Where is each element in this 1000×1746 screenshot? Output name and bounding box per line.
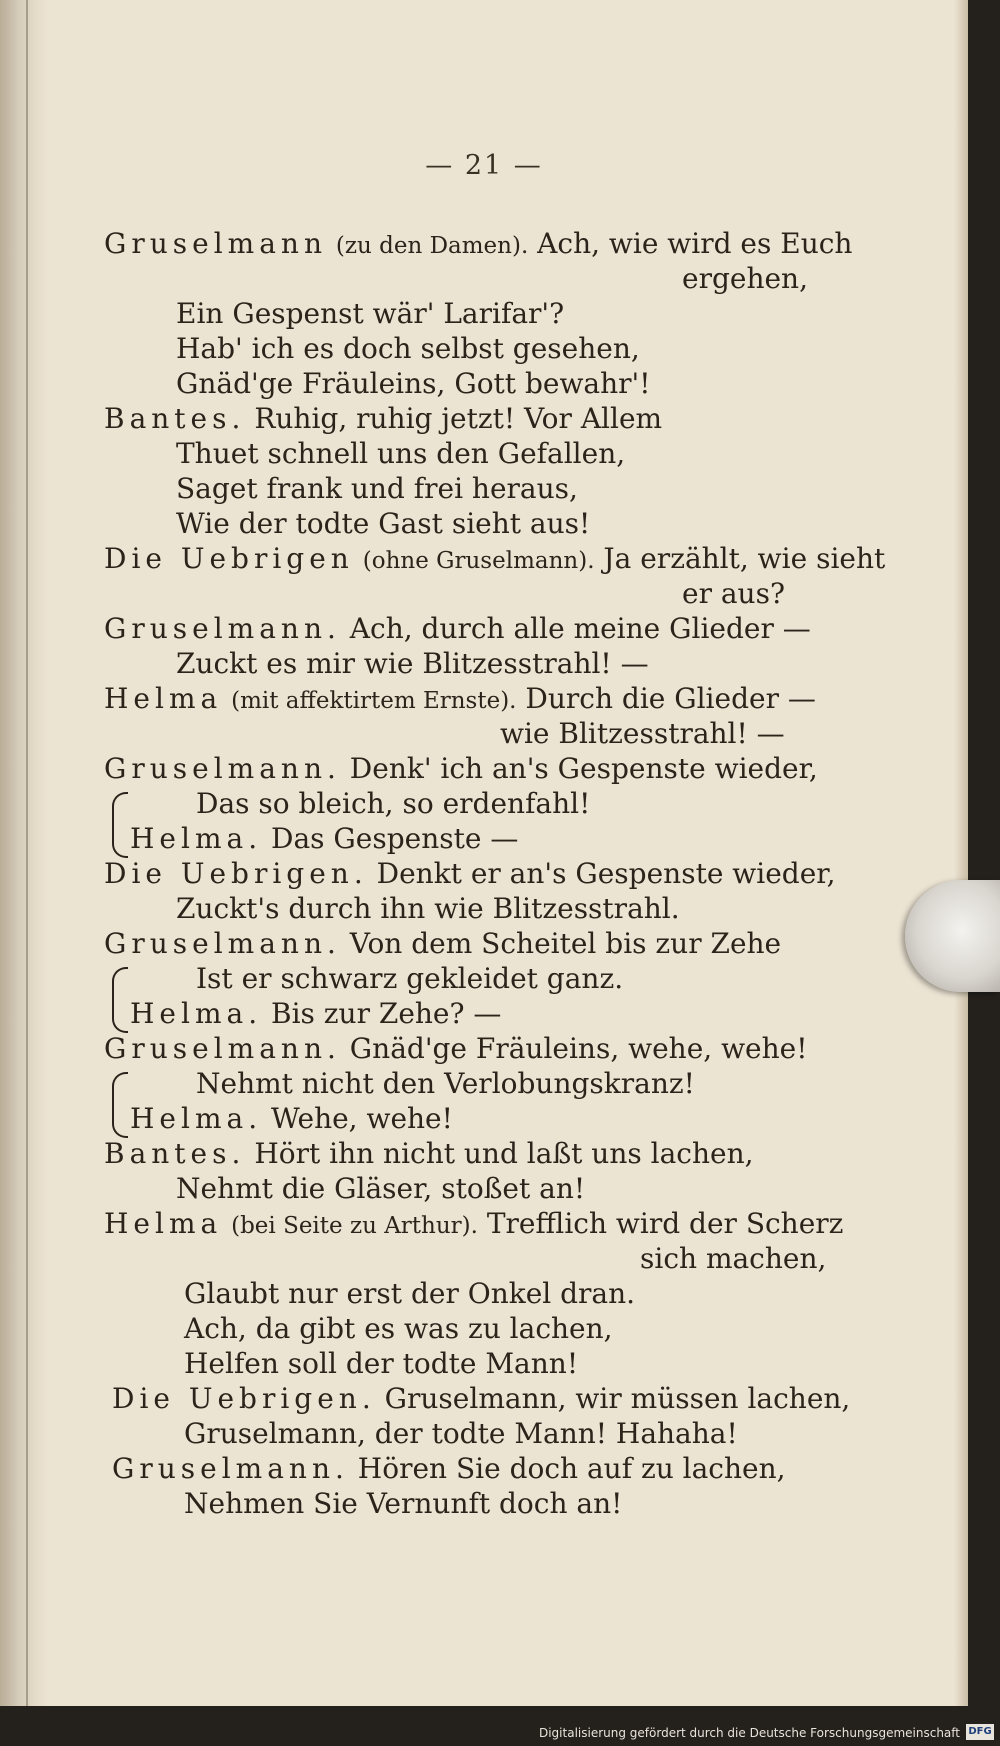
dialogue-text: Ach, wie wird es Euch [537,227,853,260]
speaker-name: Die Uebrigen. [104,857,368,890]
dfg-logo: DFG [966,1724,994,1740]
speaker-name: Helma. [130,822,263,855]
dialogue-text: Das Gespenste — [271,822,519,855]
stage-direction: (ohne Gruselmann). [362,548,595,574]
dialogue-text: Ja erzählt, wie sieht [603,542,886,575]
dialogue-text: Hab' ich es doch selbst gesehen, [176,332,640,365]
text-line [184,1348,578,1380]
text-line [104,858,835,890]
footer-bar [0,1706,1000,1746]
dialogue-text: Gruselmann, wir müssen lachen, [384,1382,851,1415]
dialogue-text: sich machen, [640,1242,827,1275]
text-line [682,578,785,610]
dialogue-text: Wie der todte Gast sieht aus! [176,507,591,540]
brace-mark [112,967,128,1033]
text-line [184,1488,622,1520]
dialogue-text: Thuet schnell uns den Gefallen, [176,437,626,470]
text-line [640,1243,826,1275]
dialogue-text: Glaubt nur erst der Onkel dran. [184,1277,636,1310]
text-line [196,788,590,820]
stage-direction: (bei Seite zu Arthur). [231,1213,478,1239]
dialogue-text: Von dem Scheitel bis zur Zehe [349,927,782,960]
speaker-name: Bantes. [104,1137,246,1170]
brace-mark [112,1072,128,1138]
speaker-name: Helma. [130,997,263,1030]
dialogue-text: wie Blitzesstrahl! — [500,717,785,750]
speaker-name: Gruselmann. [112,1452,349,1485]
text-line [104,1033,807,1065]
speaker-name: Die Uebrigen [104,542,354,575]
text-line [184,1418,738,1450]
text-line [104,683,816,717]
text-line [176,893,680,925]
text-line [176,368,650,400]
brace-mark [112,792,128,858]
speaker-name: Helma. [130,1102,263,1135]
text-line [184,1278,635,1310]
dialogue-text: Durch die Glieder — [525,682,816,715]
dialogue-text: Gruselmann, der todte Mann! Hahaha! [184,1417,738,1450]
page-number: — 21 — [425,150,543,181]
text-line [682,263,808,295]
text-line [196,1068,695,1100]
speaker-name: Bantes. [104,402,246,435]
text-line [176,648,649,680]
text-line [184,1313,613,1345]
page-gutter [0,0,48,1706]
text-line [104,613,811,645]
dialogue-text: Hören Sie doch auf zu lachen, [357,1452,786,1485]
speaker-name: Gruselmann. [104,927,341,960]
dialogue-text: Wehe, wehe! [271,1102,453,1135]
dialogue-text: Ach, da gibt es was zu lachen, [184,1312,613,1345]
text-line [130,823,518,855]
text-line [104,1208,843,1242]
dialogue-text: ergehen, [682,262,808,295]
dialogue-text: Helfen soll der todte Mann! [184,1347,579,1380]
dialogue-text: Ruhig, ruhig jetzt! Vor Allem [254,402,663,435]
footer-credit: Digitalisierung gefördert durch die Deutsche Forschungsgemeinschaft [538,1726,960,1740]
speaker-name: Helma [104,682,223,715]
dialogue-text: Trefflich wird der Scherz [486,1207,844,1240]
gutter-line [26,0,28,1706]
dialogue-text: Denk' ich an's Gespenste wieder, [349,752,818,785]
text-line [176,508,590,540]
dialogue-text: Hört ihn nicht und laßt uns lachen, [254,1137,754,1170]
speaker-name: Gruselmann. [104,1032,341,1065]
dialogue-text: Gnäd'ge Fräuleins, Gott bewahr'! [176,367,651,400]
text-line [104,1138,754,1170]
speaker-name: Gruselmann. [104,752,341,785]
stage-direction: (mit affektirtem Ernste). [231,688,517,714]
speaker-name: Helma [104,1207,223,1240]
text-line [104,753,818,785]
text-line [112,1453,786,1485]
speaker-name: Gruselmann. [104,612,341,645]
dialogue-text: Nehmt nicht den Verlobungskranz! [196,1067,695,1100]
dialogue-text: Ist er schwarz gekleidet ganz. [196,962,624,995]
text-line [130,998,501,1030]
text-line [500,718,785,750]
text-line [176,298,564,330]
text-line [112,1383,850,1415]
text-line [104,543,885,577]
speaker-name: Die Uebrigen. [112,1382,376,1415]
text-line [176,1173,585,1205]
dialogue-text: Nehmen Sie Vernunft doch an! [184,1487,623,1520]
dialogue-text: Zuckt's durch ihn wie Blitzesstrahl. [176,892,680,925]
text-line [104,928,781,960]
dialogue-text: Zuckt es mir wie Blitzesstrahl! — [176,647,649,680]
text-line [176,333,640,365]
text-line [104,228,852,262]
dialogue-text: Gnäd'ge Fräuleins, wehe, wehe! [349,1032,808,1065]
page-edge [954,0,968,1706]
dialogue-text: Ein Gespenst wär' Larifar'? [176,297,565,330]
dialogue-text: Bis zur Zehe? — [271,997,502,1030]
dialogue-text: Ach, durch alle meine Glieder — [349,612,811,645]
speaker-name: Gruselmann [104,227,327,260]
text-line [176,438,625,470]
dialogue-text: Denkt er an's Gespenste wieder, [376,857,836,890]
dialogue-text: Saget frank und frei heraus, [176,472,578,505]
text-line [104,403,662,435]
stage-direction: (zu den Damen). [335,233,529,259]
text-line [196,963,623,995]
text-line [130,1103,453,1135]
text-line [176,473,578,505]
dialogue-text: er aus? [682,577,785,610]
dialogue-text: Nehmt die Gläser, stoßet an! [176,1172,586,1205]
dialogue-text: Das so bleich, so erdenfahl! [196,787,591,820]
